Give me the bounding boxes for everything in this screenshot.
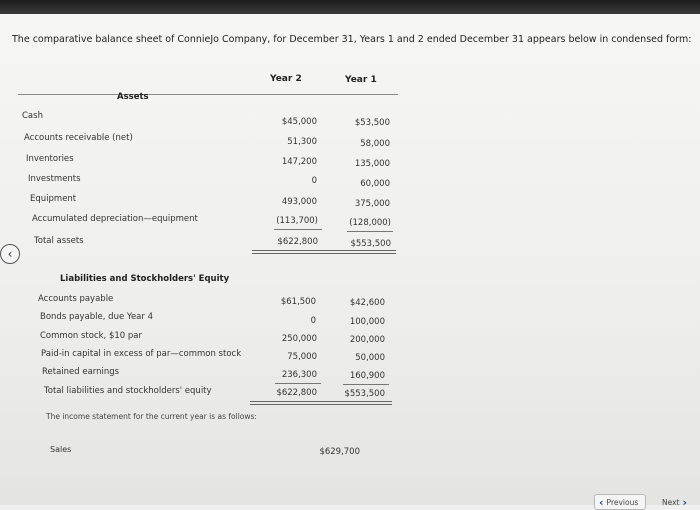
subtotal-rule [347, 231, 393, 232]
asset-row-year1: 375,000 [354, 199, 390, 209]
asset-row-year1: 135,000 [354, 159, 390, 169]
asset-total-label: Total assets [34, 236, 84, 246]
liability-row-year1: $42,600 [349, 298, 385, 308]
liability-total-year1: $553,500 [344, 389, 385, 399]
next-button[interactable] [662, 494, 698, 510]
asset-total-year2: $622,800 [277, 237, 318, 247]
asset-row-year1: $53,500 [354, 118, 390, 128]
assets-title: Assets [117, 92, 149, 102]
window-top-bar [0, 0, 700, 14]
previous-label: Previous [606, 497, 639, 507]
subtotal-rule [274, 229, 322, 230]
sales-value: $629,700 [319, 447, 360, 457]
liability-row-year2: $61,500 [280, 297, 316, 307]
liability-total-year2: $622,800 [276, 388, 317, 398]
asset-row-label: Accounts receivable (net) [24, 133, 133, 143]
back-button[interactable] [0, 244, 20, 264]
liability-row-year2: 0 [310, 316, 316, 326]
header-rule [18, 94, 398, 95]
liability-row-label: Retained earnings [42, 367, 120, 377]
asset-row-label: Cash [22, 111, 43, 121]
asset-row-year2: 0 [311, 176, 317, 186]
asset-row-label: Inventories [26, 154, 74, 164]
liability-row-label: Common stock, $10 par [40, 331, 142, 341]
asset-row-year2: $45,000 [281, 117, 317, 127]
liability-row-year1: 100,000 [349, 317, 385, 327]
liabilities-title: Liabilities and Stockholders' Equity [60, 274, 230, 284]
liability-row-year1: 160,900 [349, 371, 385, 381]
previous-button[interactable] [594, 494, 646, 510]
next-label: Next [662, 497, 680, 507]
sales-label: Sales [50, 445, 72, 454]
subtotal-rule [343, 384, 389, 385]
asset-row-year1: 60,000 [360, 179, 390, 189]
liability-row-year2: 236,300 [281, 370, 317, 380]
asset-total-year1: $553,500 [350, 239, 391, 249]
asset-row-label: Accumulated depreciation—equipment [32, 214, 198, 224]
total-double-rule [250, 401, 392, 405]
asset-row-label: Equipment [30, 194, 77, 204]
asset-row-year1: (128,000) [349, 218, 391, 228]
subtotal-rule [275, 383, 321, 384]
chevron-left-icon: ‹ [599, 495, 604, 509]
liability-row-year2: 250,000 [281, 334, 317, 344]
column-header-year1: Year 1 [345, 75, 377, 85]
asset-row-year2: (113,700) [276, 216, 318, 226]
asset-row-year2: 147,200 [281, 157, 317, 167]
income-statement-note: The income statement for the current year is as follows: [46, 412, 257, 421]
asset-row-year1: 58,000 [360, 139, 390, 149]
liability-row-label: Paid-in capital in excess of par—common stock [41, 349, 242, 359]
asset-row-label: Investments [28, 174, 81, 184]
liability-row-year1: 200,000 [349, 335, 385, 345]
worksheet-area [0, 14, 700, 509]
problem-intro: The comparative balance sheet of ConnieJo Company, for December 31, Years 1 and 2 ended December 31 appears below in condensed form: [12, 34, 692, 45]
asset-row-year2: 51,300 [287, 137, 317, 147]
liability-row-label: Accounts payable [38, 294, 114, 304]
liability-total-label: Total liabilities and stockholders' equity [44, 386, 212, 396]
column-header-year2: Year 2 [270, 74, 302, 84]
total-double-rule [252, 250, 396, 254]
chevron-left-icon: ‹ [7, 247, 13, 261]
liability-row-year1: 50,000 [355, 353, 385, 363]
liability-row-year2: 75,000 [287, 352, 317, 362]
asset-row-year2: 493,000 [281, 197, 317, 207]
chevron-right-icon: › [682, 495, 688, 509]
liability-row-label: Bonds payable, due Year 4 [40, 312, 153, 322]
